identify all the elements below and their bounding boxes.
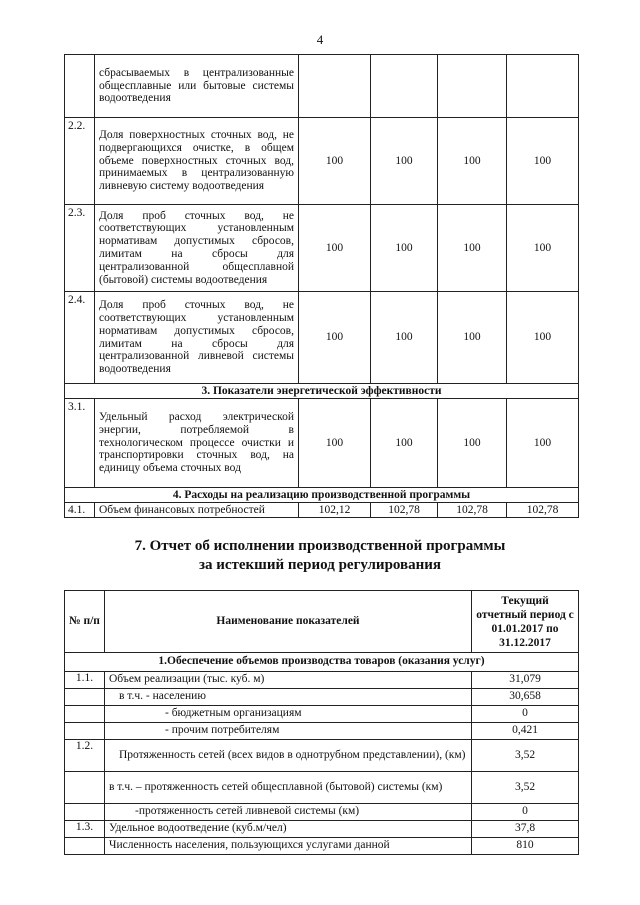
row-value: 100	[371, 205, 438, 292]
section-title-line1: 7. Отчет об исполнении производственной программы	[134, 538, 506, 554]
row-value: 102,78	[371, 503, 438, 518]
section-row	[65, 488, 579, 503]
row-name: -протяженность сетей ливневой системы (км)	[105, 804, 472, 821]
row-value: 100	[507, 205, 579, 292]
row-number	[65, 723, 105, 740]
row-number	[65, 804, 105, 821]
table-row	[65, 804, 579, 821]
table-row	[65, 772, 579, 804]
row-number: 2.2.	[65, 118, 95, 205]
row-value: 100	[438, 292, 507, 384]
row-name: Удельное водоотведение (куб.м/чел)	[105, 821, 472, 838]
row-number	[65, 772, 105, 804]
row-number: 2.3.	[65, 205, 95, 292]
table-row	[65, 118, 579, 205]
row-number	[65, 689, 105, 706]
row-value: 100	[299, 292, 371, 384]
row-name: Протяженность сетей (всех видов в однотрубном представлении), (км)	[105, 740, 472, 772]
row-description: Доля поверхностных сточных вод, не подвергающихся очистке, в общем объеме поверхностных сточных вод, принимаемых в централизованную ливневую систему водоотведения	[95, 118, 299, 205]
report-table	[64, 590, 579, 855]
row-name: - прочим потребителям	[105, 723, 472, 740]
row-description: Объем финансовых потребностей	[95, 503, 299, 518]
row-value: 100	[507, 292, 579, 384]
row-description: Доля проб сточных вод, не соответствующих установленным нормативам допустимых сбросов, лимитам на сбросы для централизованной общесплавной (бытовой) системы водоотведения	[95, 205, 299, 292]
row-value: 100	[371, 399, 438, 488]
row-value: 0	[472, 804, 579, 821]
table-row	[65, 55, 579, 118]
row-name: в т.ч. - населению	[105, 689, 472, 706]
column-header-period: Текущий отчетный период с 01.01.2017 по 31.12.2017	[472, 591, 579, 653]
row-number	[65, 838, 105, 855]
section-title-line2: за истекший период регулирования	[198, 557, 442, 573]
row-name: в т.ч. – протяженность сетей общесплавной (бытовой) системы (км)	[105, 772, 472, 804]
section-row	[65, 384, 579, 399]
table-row	[65, 740, 579, 772]
row-value: 0	[472, 706, 579, 723]
row-value: 31,079	[472, 672, 579, 689]
row-description: Удельный расход электрической энергии, потребляемой в технологическом процессе очистки и транспортировки сточных вод, на единицу объема сточных вод	[95, 399, 299, 488]
row-value: 3,52	[472, 740, 579, 772]
row-number	[65, 706, 105, 723]
row-value: 102,78	[507, 503, 579, 518]
section-title	[0, 537, 640, 575]
row-number: 1.1.	[65, 672, 105, 689]
row-value: 100	[299, 205, 371, 292]
row-number: 4.1.	[65, 503, 95, 518]
section-heading: 4. Расходы на реализацию производственной программы	[65, 488, 579, 503]
row-value: 100	[507, 399, 579, 488]
row-value: 810	[472, 838, 579, 855]
row-value: 102,12	[299, 503, 371, 518]
row-value: 100	[371, 292, 438, 384]
table-row	[65, 399, 579, 488]
row-number: 3.1.	[65, 399, 95, 488]
row-value: 100	[299, 399, 371, 488]
table-row	[65, 205, 579, 292]
row-number: 2.4.	[65, 292, 95, 384]
table-row	[65, 503, 579, 518]
row-value: 37,8	[472, 821, 579, 838]
row-value: 100	[438, 118, 507, 205]
column-header-name: Наименование показателей	[105, 591, 472, 653]
row-description: Доля проб сточных вод, не соответствующих установленным нормативам допустимых сбросов, лимитам на сбросы для централизованной ливневой системы водоотведения	[95, 292, 299, 384]
indicators-table	[64, 54, 579, 518]
row-value: 100	[507, 118, 579, 205]
page-number: 4	[316, 32, 324, 47]
row-value: 100	[371, 118, 438, 205]
table-row	[65, 689, 579, 706]
table-row	[65, 821, 579, 838]
header-row	[65, 591, 579, 653]
row-value	[507, 55, 579, 118]
row-value	[299, 55, 371, 118]
table-row	[65, 838, 579, 855]
row-number: 1.3.	[65, 821, 105, 838]
row-name: Численность населения, пользующихся услугами данной	[105, 838, 472, 855]
row-number	[65, 55, 95, 118]
row-number: 1.2.	[65, 740, 105, 772]
row-value: 3,52	[472, 772, 579, 804]
subheader-row	[65, 653, 579, 672]
row-name: Объем реализации (тыс. куб. м)	[105, 672, 472, 689]
row-value: 100	[438, 399, 507, 488]
column-header-number: № п/п	[65, 591, 105, 653]
row-value: 100	[438, 205, 507, 292]
row-description: сбрасываемых в централизованные общесплавные или бытовые системы водоотведения	[95, 55, 299, 118]
table-row	[65, 723, 579, 740]
table-row	[65, 672, 579, 689]
row-name: - бюджетным организациям	[105, 706, 472, 723]
row-value	[438, 55, 507, 118]
row-value: 100	[299, 118, 371, 205]
row-value: 0,421	[472, 723, 579, 740]
table-row	[65, 292, 579, 384]
row-value	[371, 55, 438, 118]
row-value: 30,658	[472, 689, 579, 706]
subheader: 1.Обеспечение объемов производства товаров (оказания услуг)	[65, 653, 579, 672]
table-row	[65, 706, 579, 723]
row-value: 102,78	[438, 503, 507, 518]
section-heading: 3. Показатели энергетической эффективности	[65, 384, 579, 399]
